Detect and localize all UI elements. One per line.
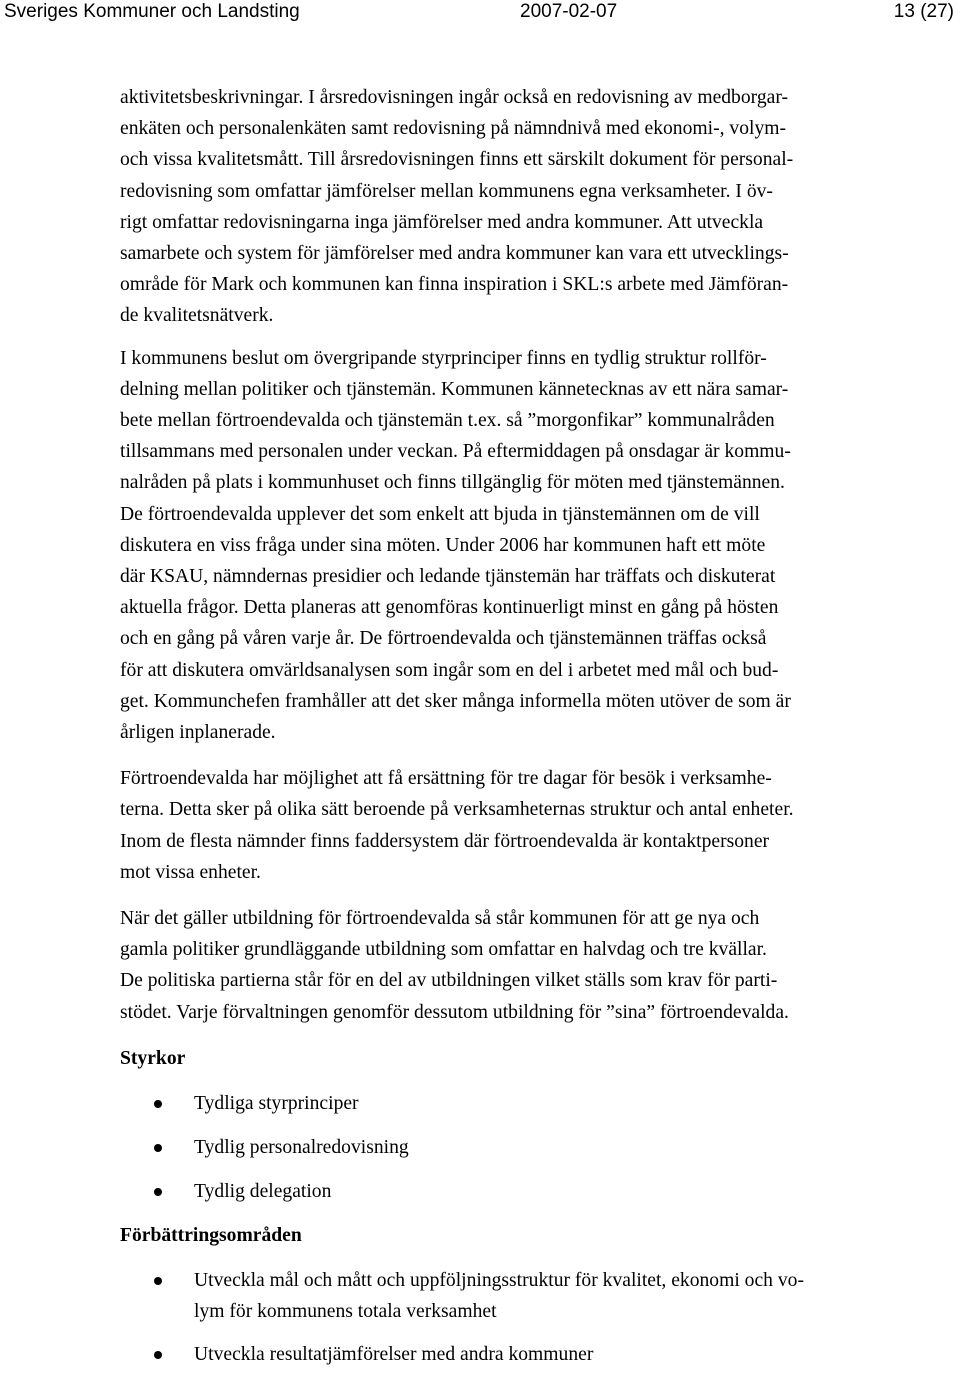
list-item: [120, 1339, 910, 1370]
list-item-text: Utveckla mål och mått och uppföljningsstruktur för kvalitet, ekonomi och vo- lym för kommunens totala verksamhet: [194, 1269, 804, 1322]
bullet-icon: [154, 1100, 162, 1108]
paragraph-training: När det gäller utbildning för förtroendevalda så står kommunen för att ge nya och gamla politiker grundläggande utbildning som omfattar en halvdag och tre kvällar. De politiska partierna står för en del av utbildningen vilket ställs som krav för parti- stödet. Varje förvaltningen genomför dessutom utbildning för ”sina” förtroendevalda.: [120, 908, 789, 1023]
improvements-heading: Förbättringsområden: [120, 1224, 302, 1246]
strengths-heading: Styrkor: [120, 1047, 186, 1069]
page-header: [0, 0, 960, 28]
paragraph-visits: Förtroendevalda har möjlighet att få ersättning för tre dagar för besök i verksamhe- terna. Detta sker på olika sätt beroende på verksamheternas struktur och antal enheter. Inom de flesta nämnder finns faddersystem där förtroendevalda är kontaktpersoner mot vissa enheter.: [120, 768, 794, 883]
list-item-text: Tydliga styrprinciper: [194, 1092, 359, 1114]
list-item: [120, 1265, 910, 1327]
header-page-number: 13 (27): [893, 1, 954, 22]
document-body: [120, 82, 910, 1382]
bullet-icon: [154, 1188, 162, 1196]
bullet-icon: [154, 1351, 162, 1359]
list-item: [120, 1088, 910, 1119]
improvements-list: [120, 1265, 910, 1370]
paragraph-roles: I kommunens beslut om övergripande styrprinciper finns en tydlig struktur rollför- delning mellan politiker och tjänstemän. Kommunen kännetecknas av ett nära samar- bete mellan förtroendevalda och tjänstemän t.ex. så ”morgonfikar” kommunalråden tillsammans med personalen under veckan. På eftermiddagen på onsdagar är kommu- nalråden på plats i kommunhuset och finns tillgänglig för möten med tjänstemännen. De förtroendevalda upplever det som enkelt att bjuda in tjänstemännen om de vill diskutera en viss fråga under sina möten. Under 2006 har kommunen haft ett möte där KSAU, nämndernas presidier och ledande tjänstemän har träffats och diskuterat aktuella frågor. Detta planeras att genomföras kontinuerligt minst en gång på hösten och en gång på våren varje år. De förtroendevalda och tjänstemännen träffas också för att diskutera omvärldsanalysen som ingår som en del i arbetet med mål och bud- get. Kommunchefen framhåller att det sker många informella möten utöver de som är årligen inplanerade.: [120, 347, 791, 744]
bullet-icon: [154, 1144, 162, 1152]
list-item-text: Utveckla resultatjämförelser med andra kommuner: [194, 1343, 594, 1365]
bullet-icon: [154, 1277, 162, 1285]
paragraph-reporting: aktivitetsbeskrivningar. I årsredovisningen ingår också en redovisning av medborgar- enkäten och personalenkäten samt redovisning på nämndnivå med ekonomi-, volym- och vissa kvalitetsmått. Till årsredovisningen finns ett särskilt dokument för personal- redovisning som omfattar jämförelser mellan kommunens egna verksamheter. I öv- rigt omfattar redovisningarna inga jämförelser med andra kommuner. Att utveckla samarbete och system för jämförelser med andra kommuner kan vara ett utvecklings- område för Mark och kommunen kan finna inspiration i SKL:s arbete med Jämföran- de kvalitetsnätverk.: [120, 87, 794, 327]
list-item: [120, 1132, 910, 1163]
list-item-text: Tydlig delegation: [194, 1180, 332, 1202]
header-date: 2007-02-07: [520, 1, 618, 22]
list-item: [120, 1176, 910, 1207]
header-organization: Sveriges Kommuner och Landsting: [4, 1, 300, 22]
list-item-text: Tydlig personalredovisning: [194, 1136, 409, 1158]
strengths-list: [120, 1088, 910, 1207]
